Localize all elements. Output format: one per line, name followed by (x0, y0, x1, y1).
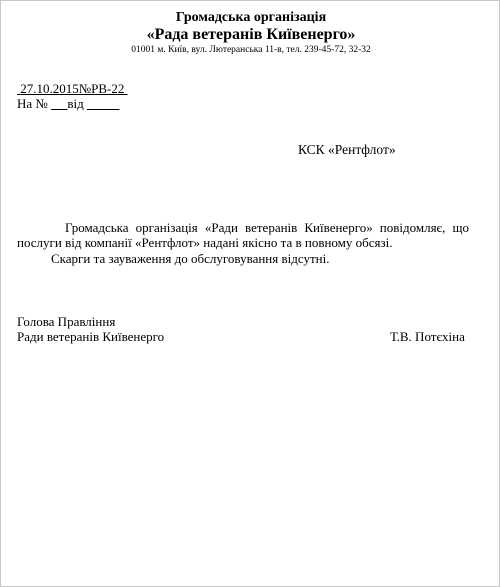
organization-name: «Рада ветеранів Київенерго» (146, 26, 356, 43)
organization-type: Громадська організація (175, 10, 327, 25)
reply-from-label: від (67, 96, 84, 111)
outgoing-number: РВ-22 (91, 81, 125, 96)
organization-address: 01001 м. Київ, вул. Лютеранська 11-в, тел. 239-45-72, 32-32 (131, 45, 371, 55)
body-paragraph-2: Скарги та зауваження до обслуговування відсутні. (51, 251, 330, 266)
body-paragraph-1: Громадська організація «Ради ветеранів Київенерго» повідомляє, що послуги від компанії «Рентфлот» надані якісно та в повному обсязі. (17, 220, 469, 250)
signer-title-line-2: Ради ветеранів Київенерго (17, 329, 165, 344)
outgoing-reference (17, 81, 128, 97)
signer-title-line-1: Голова Правління (17, 314, 116, 329)
outgoing-date: 27.10.2015 (20, 81, 79, 96)
signer-name: Т.В. Потєхіна (390, 329, 465, 344)
reply-number-label: На № (17, 96, 48, 111)
reply-number-blank (51, 96, 67, 111)
incoming-reference (17, 96, 119, 112)
recipient: КСК «Рентфлот» (298, 142, 396, 157)
outgoing-number-label: № (78, 81, 92, 96)
reply-date-blank (87, 96, 120, 111)
